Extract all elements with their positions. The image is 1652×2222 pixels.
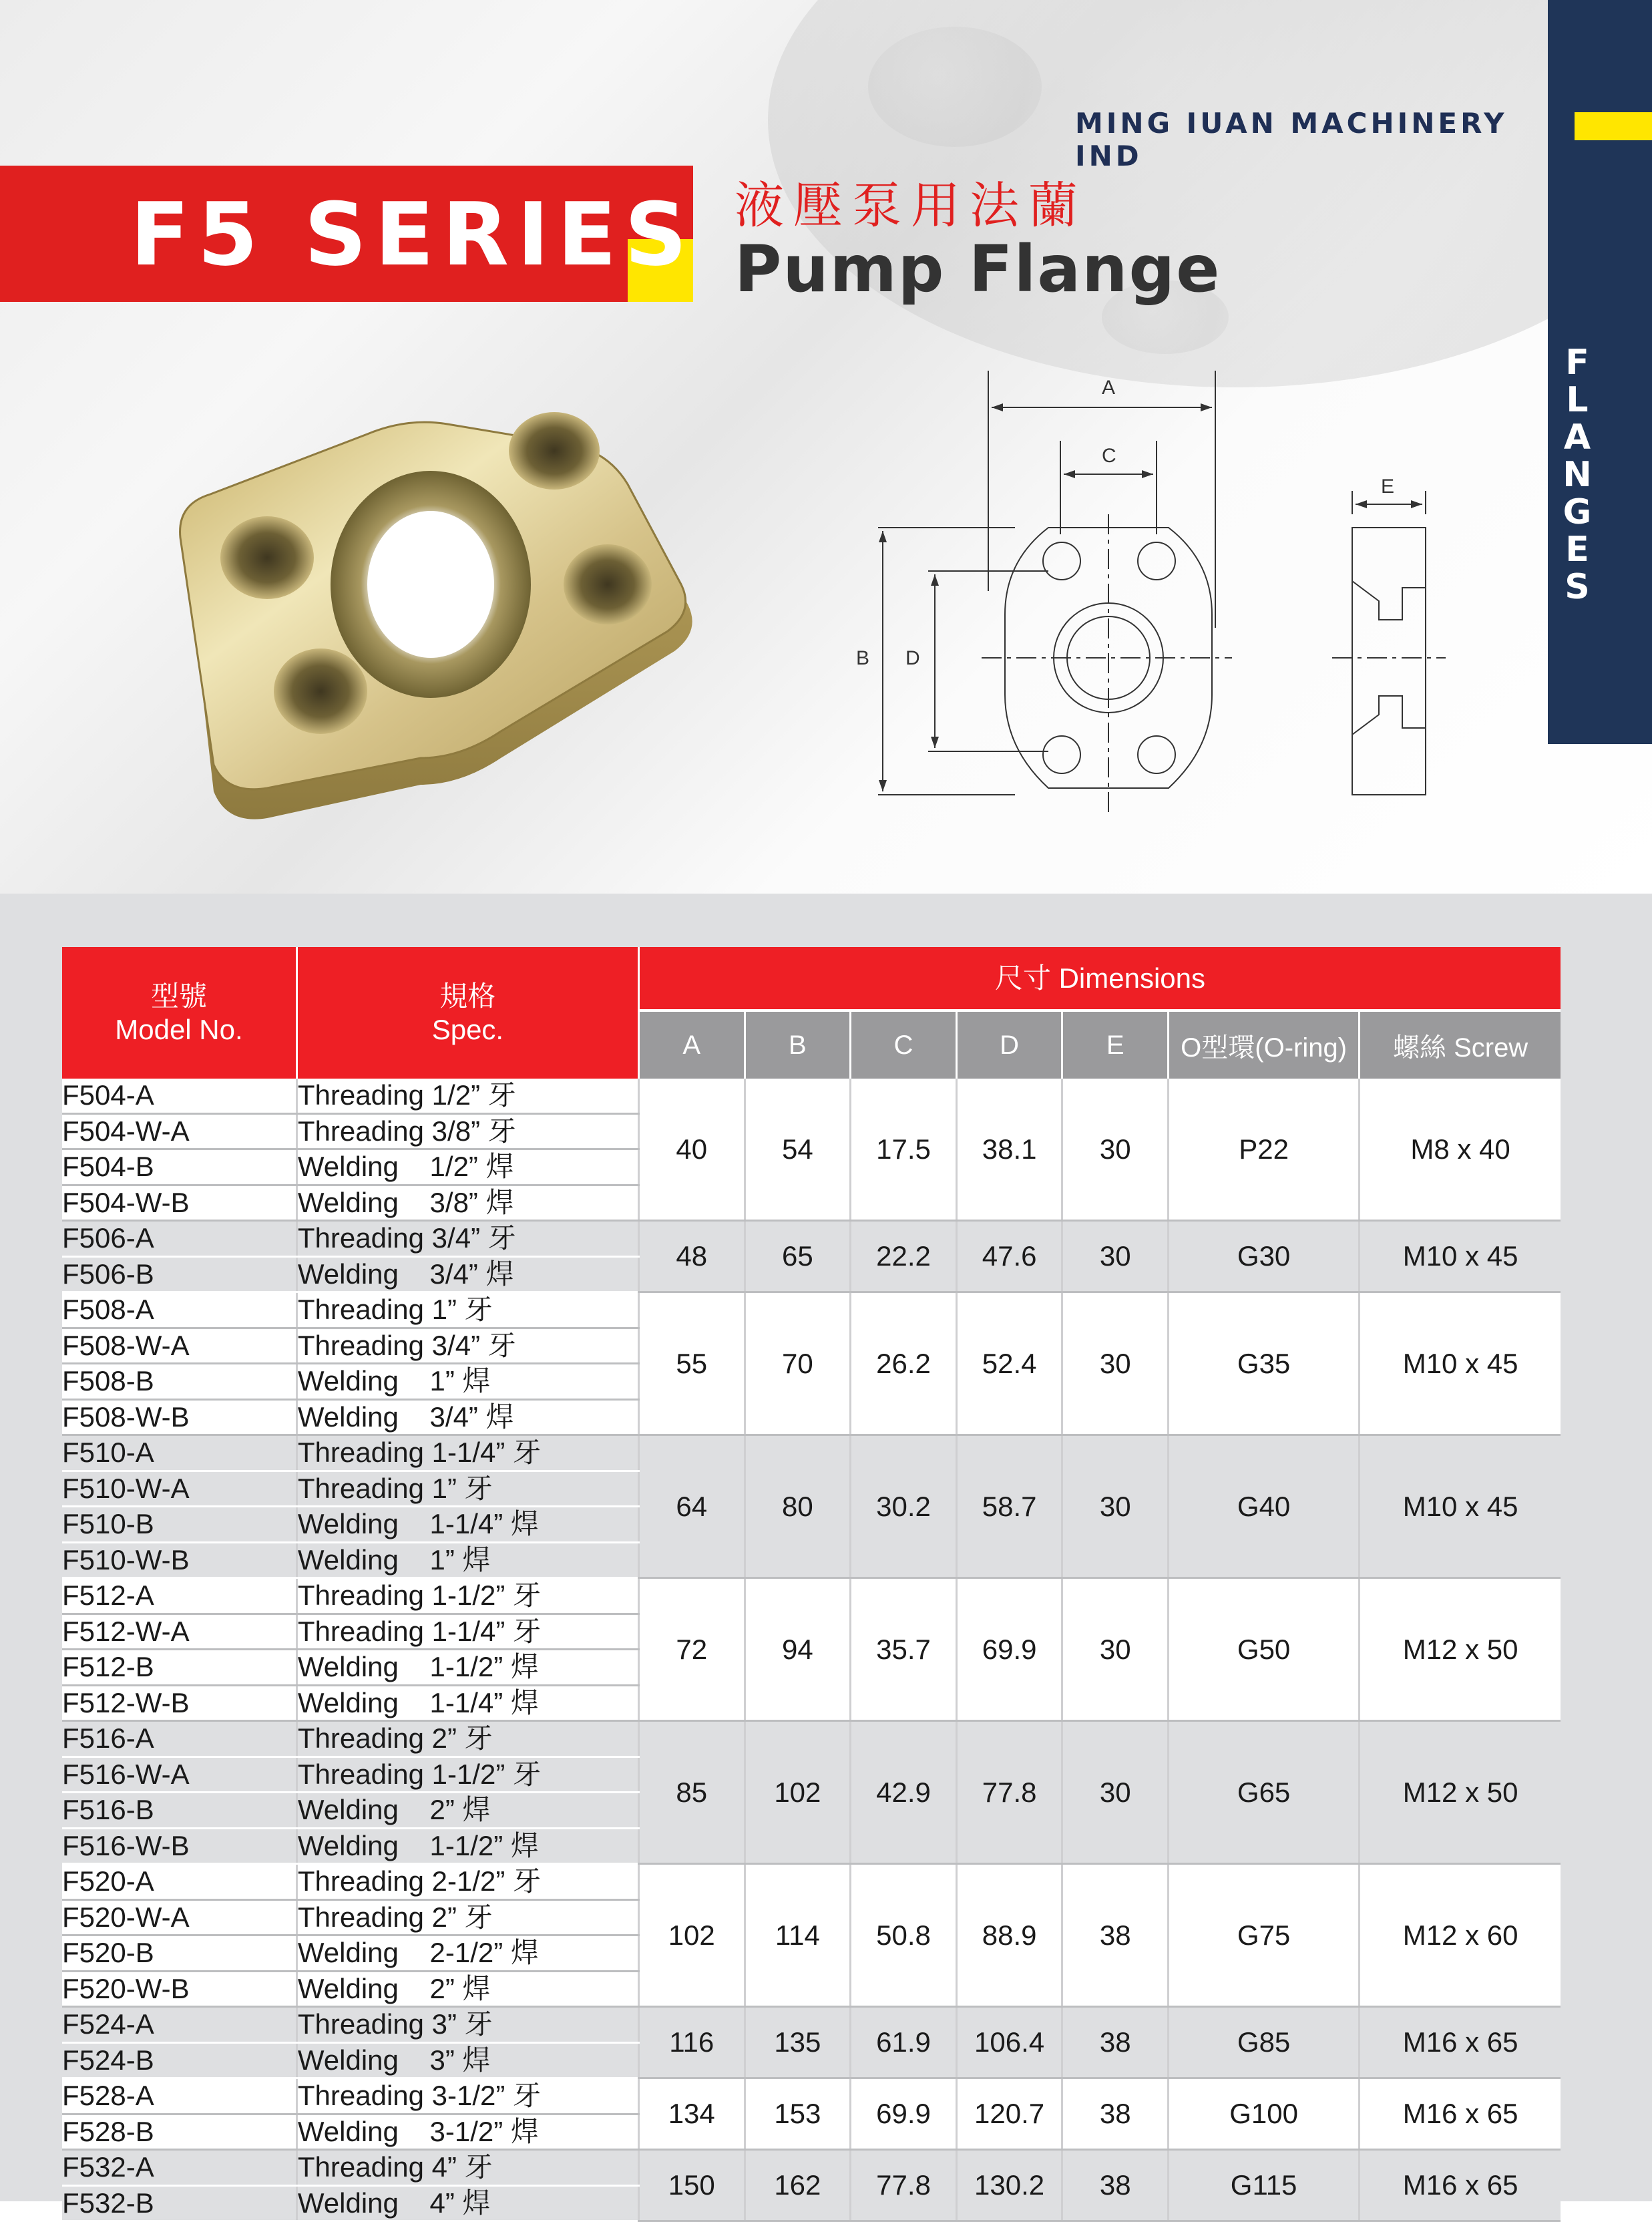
table-row xyxy=(62,2007,1561,2043)
model-number-cell: F508-W-A xyxy=(62,1328,296,1364)
spec-cell: Threading 1” 牙 xyxy=(296,1471,638,1507)
model-number-cell: F520-W-B xyxy=(62,1971,296,2007)
dimension-screw-cell: M10 x 45 xyxy=(1360,1221,1561,1292)
dimension-oring-cell: G85 xyxy=(1169,2007,1360,2078)
arrow xyxy=(1201,403,1212,411)
dimension-d-cell: 69.9 xyxy=(956,1578,1062,1721)
dimension-e-cell: 30 xyxy=(1062,1079,1169,1221)
yellow-tab xyxy=(1575,112,1652,140)
dimension-e-cell: 38 xyxy=(1062,1864,1169,2007)
spec-cell: Threading 2-1/2” 牙 xyxy=(296,1864,638,1900)
spec-cell: Threading 3-1/2” 牙 xyxy=(296,2078,638,2114)
dimension-d-cell: 77.8 xyxy=(956,1721,1062,1864)
side-tab-label xyxy=(1548,344,1608,606)
spec-cell: Welding 1-1/4” 焊 xyxy=(296,1507,638,1543)
bolt-hole-top xyxy=(509,412,600,490)
spec-cell: Threading 4” 牙 xyxy=(296,2150,638,2186)
dimension-c-cell: 22.2 xyxy=(851,1221,957,1292)
dimension-e-cell: 30 xyxy=(1062,1721,1169,1864)
dimension-oring-cell: G30 xyxy=(1169,1221,1360,1292)
spec-cell: Welding 2” 焊 xyxy=(296,1793,638,1829)
header-col-c: C xyxy=(851,1010,957,1079)
dimension-e-cell: 30 xyxy=(1062,1292,1169,1435)
spec-cell: Welding 3-1/2” 焊 xyxy=(296,2114,638,2150)
model-number-cell: F506-A xyxy=(62,1221,296,1257)
dimension-c-cell: 30.2 xyxy=(851,1435,957,1578)
side-view-step-bottom xyxy=(1352,696,1426,735)
table-row xyxy=(62,1292,1561,1328)
header-col-d: D xyxy=(956,1010,1062,1079)
spec-cell: Welding 3/8” 焊 xyxy=(296,1185,638,1221)
dimension-d-cell: 58.7 xyxy=(956,1435,1062,1578)
dimension-screw-cell: M16 x 65 xyxy=(1360,2150,1561,2221)
model-number-cell: F516-B xyxy=(62,1793,296,1829)
model-number-cell: F516-W-A xyxy=(62,1756,296,1793)
header-spec-zh: 規格 xyxy=(439,980,496,1012)
header-spec-en: Spec. xyxy=(431,1013,504,1045)
spec-table xyxy=(62,947,1561,2222)
spec-cell: Threading 3/4” 牙 xyxy=(296,1328,638,1364)
model-number-cell: F524-A xyxy=(62,2007,296,2043)
model-number-cell: F524-B xyxy=(62,2042,296,2078)
dimension-oring-cell: G35 xyxy=(1169,1292,1360,1435)
model-number-cell: F520-B xyxy=(62,1935,296,1972)
spec-cell: Threading 2” 牙 xyxy=(296,1721,638,1757)
table-row xyxy=(62,1721,1561,1757)
spec-cell: Threading 1-1/2” 牙 xyxy=(296,1578,638,1614)
header-col-b: B xyxy=(745,1010,851,1079)
model-number-cell: F504-B xyxy=(62,1149,296,1185)
arrow xyxy=(931,574,939,586)
arrow xyxy=(1142,470,1153,478)
dimension-d-cell: 52.4 xyxy=(956,1292,1062,1435)
arrow xyxy=(1356,500,1367,508)
model-number-cell: F512-W-B xyxy=(62,1685,296,1721)
dimension-screw-cell: M12 x 50 xyxy=(1360,1721,1561,1864)
spec-cell: Welding 3/4” 焊 xyxy=(296,1399,638,1435)
model-number-cell: F532-A xyxy=(62,2150,296,2186)
arrow xyxy=(879,531,887,542)
model-number-cell: F512-W-A xyxy=(62,1614,296,1650)
dimension-screw-cell: M10 x 45 xyxy=(1360,1435,1561,1578)
dimension-d-cell: 120.7 xyxy=(956,2078,1062,2150)
dimension-c-cell: 26.2 xyxy=(851,1292,957,1435)
spec-cell: Welding 1-1/2” 焊 xyxy=(296,1650,638,1686)
model-number-cell: F510-A xyxy=(62,1435,296,1471)
bolt-hole-bottom xyxy=(274,649,367,734)
dimension-b-cell: 114 xyxy=(745,1864,851,2007)
model-number-cell: F532-B xyxy=(62,2185,296,2221)
dimension-oring-cell: G50 xyxy=(1169,1578,1360,1721)
arrow xyxy=(1411,500,1422,508)
dimension-a-cell: 102 xyxy=(638,1864,745,2007)
dimension-a-cell: 40 xyxy=(638,1079,745,1221)
spec-cell: Threading 3/8” 牙 xyxy=(296,1113,638,1149)
dimension-c-cell: 35.7 xyxy=(851,1578,957,1721)
background-hole xyxy=(868,27,1042,147)
dimension-screw-cell: M8 x 40 xyxy=(1360,1079,1561,1221)
header-model xyxy=(62,947,296,1079)
model-number-cell: F520-W-A xyxy=(62,1899,296,1935)
model-number-cell: F528-A xyxy=(62,2078,296,2114)
table-row xyxy=(62,1578,1561,1614)
model-number-cell: F510-B xyxy=(62,1507,296,1543)
header-dimensions: 尺寸 Dimensions xyxy=(638,947,1561,1010)
dim-label-a: A xyxy=(1102,377,1116,399)
dimension-b-cell: 102 xyxy=(745,1721,851,1864)
table-row xyxy=(62,2078,1561,2114)
spec-cell: Welding 1-1/2” 焊 xyxy=(296,1828,638,1864)
flange-photo xyxy=(167,384,714,852)
header-col-a: A xyxy=(638,1010,745,1079)
dimension-d-cell: 38.1 xyxy=(956,1079,1062,1221)
dimension-b-cell: 135 xyxy=(745,2007,851,2078)
arrow xyxy=(1064,470,1075,478)
model-number-cell: F504-W-B xyxy=(62,1185,296,1221)
dimension-c-cell: 61.9 xyxy=(851,2007,957,2078)
dim-label-b: B xyxy=(856,647,870,669)
product-title-zh: 液壓泵用法蘭 xyxy=(735,178,1087,233)
flange-bore-opening xyxy=(367,511,494,658)
dimension-screw-cell: M16 x 65 xyxy=(1360,2078,1561,2150)
table-row xyxy=(62,1079,1561,1113)
dimension-a-cell: 85 xyxy=(638,1721,745,1864)
dim-label-c: C xyxy=(1102,445,1116,467)
spec-cell: Welding 3/4” 焊 xyxy=(296,1256,638,1292)
header-spec xyxy=(296,947,638,1079)
dimension-e-cell: 30 xyxy=(1062,1578,1169,1721)
model-number-cell: F520-A xyxy=(62,1864,296,1900)
spec-cell: Threading 3” 牙 xyxy=(296,2007,638,2043)
spec-cell: Welding 4” 焊 xyxy=(296,2185,638,2221)
spec-cell: Welding 2-1/2” 焊 xyxy=(296,1935,638,1972)
model-number-cell: F512-A xyxy=(62,1578,296,1614)
dimension-d-cell: 130.2 xyxy=(956,2150,1062,2221)
dimension-b-cell: 70 xyxy=(745,1292,851,1435)
model-number-cell: F510-W-A xyxy=(62,1471,296,1507)
spec-cell: Threading 1” 牙 xyxy=(296,1292,638,1328)
arrow xyxy=(879,780,887,791)
spec-cell: Welding 1” 焊 xyxy=(296,1364,638,1400)
spec-cell: Welding 1-1/4” 焊 xyxy=(296,1685,638,1721)
dimension-a-cell: 55 xyxy=(638,1292,745,1435)
dimension-oring-cell: P22 xyxy=(1169,1079,1360,1221)
arrow xyxy=(931,737,939,748)
dimension-a-cell: 116 xyxy=(638,2007,745,2078)
dimension-c-cell: 17.5 xyxy=(851,1079,957,1221)
dimension-b-cell: 94 xyxy=(745,1578,851,1721)
model-number-cell: F506-B xyxy=(62,1256,296,1292)
drawing-hole-tl xyxy=(1043,542,1080,580)
arrow xyxy=(992,403,1003,411)
header-model-zh: 型號 xyxy=(150,980,207,1012)
dimension-e-cell: 30 xyxy=(1062,1435,1169,1578)
dimension-screw-cell: M12 x 50 xyxy=(1360,1578,1561,1721)
dimension-b-cell: 153 xyxy=(745,2078,851,2150)
table-row xyxy=(62,1435,1561,1471)
spec-table-body xyxy=(62,1079,1561,2221)
dimension-b-cell: 54 xyxy=(745,1079,851,1221)
dim-label-d: D xyxy=(905,647,920,669)
dimension-a-cell: 72 xyxy=(638,1578,745,1721)
dimension-d-cell: 88.9 xyxy=(956,1864,1062,2007)
model-number-cell: F510-W-B xyxy=(62,1542,296,1578)
spec-cell: Welding 1/2” 焊 xyxy=(296,1149,638,1185)
dimension-oring-cell: G65 xyxy=(1169,1721,1360,1864)
dim-label-e: E xyxy=(1381,476,1395,498)
model-number-cell: F512-B xyxy=(62,1650,296,1686)
dimension-a-cell: 64 xyxy=(638,1435,745,1578)
dimension-screw-cell: M16 x 65 xyxy=(1360,2007,1561,2078)
spec-cell: Threading 2” 牙 xyxy=(296,1899,638,1935)
model-number-cell: F508-B xyxy=(62,1364,296,1400)
spec-cell: Threading 1-1/4” 牙 xyxy=(296,1435,638,1471)
dimension-a-cell: 48 xyxy=(638,1221,745,1292)
side-tab-text: FLANGES xyxy=(1563,343,1593,607)
dimension-d-cell: 47.6 xyxy=(956,1221,1062,1292)
dimension-e-cell: 38 xyxy=(1062,2007,1169,2078)
dimension-c-cell: 50.8 xyxy=(851,1864,957,2007)
dimension-oring-cell: G40 xyxy=(1169,1435,1360,1578)
drawing-hole-br xyxy=(1138,736,1175,773)
model-number-cell: F508-A xyxy=(62,1292,296,1328)
dimension-b-cell: 162 xyxy=(745,2150,851,2221)
dimension-e-cell: 38 xyxy=(1062,2078,1169,2150)
dimension-c-cell: 69.9 xyxy=(851,2078,957,2150)
spec-cell: Welding 1” 焊 xyxy=(296,1542,638,1578)
spec-cell: Threading 1-1/2” 牙 xyxy=(296,1756,638,1793)
model-number-cell: F508-W-B xyxy=(62,1399,296,1435)
table-row xyxy=(62,1864,1561,1900)
bolt-hole-left xyxy=(220,516,314,599)
drawing-hole-bl xyxy=(1043,736,1080,773)
table-row xyxy=(62,2150,1561,2186)
dimension-b-cell: 80 xyxy=(745,1435,851,1578)
dimension-d-cell: 106.4 xyxy=(956,2007,1062,2078)
dimension-oring-cell: G75 xyxy=(1169,1864,1360,2007)
dimension-a-cell: 134 xyxy=(638,2078,745,2150)
side-view-step-top xyxy=(1352,581,1426,620)
spec-cell: Welding 3” 焊 xyxy=(296,2042,638,2078)
model-number-cell: F516-A xyxy=(62,1721,296,1757)
model-number-cell: F504-A xyxy=(62,1079,296,1113)
dimension-a-cell: 150 xyxy=(638,2150,745,2221)
spec-cell: Threading 3/4” 牙 xyxy=(296,1221,638,1257)
dimension-oring-cell: G115 xyxy=(1169,2150,1360,2221)
model-number-cell: F528-B xyxy=(62,2114,296,2150)
header-col-e: E xyxy=(1062,1010,1169,1079)
header-col-oring: O型環(O-ring) xyxy=(1169,1010,1360,1079)
dimension-b-cell: 65 xyxy=(745,1221,851,1292)
bolt-hole-right xyxy=(564,544,652,624)
spec-cell: Threading 1-1/4” 牙 xyxy=(296,1614,638,1650)
series-title: F5 SERIES xyxy=(130,184,695,285)
model-number-cell: F504-W-A xyxy=(62,1113,296,1149)
spec-cell: Welding 2” 焊 xyxy=(296,1971,638,2007)
dimension-e-cell: 30 xyxy=(1062,1221,1169,1292)
dimension-oring-cell: G100 xyxy=(1169,2078,1360,2150)
technical-drawing xyxy=(848,361,1469,828)
table-row xyxy=(62,1221,1561,1257)
model-number-cell: F516-W-B xyxy=(62,1828,296,1864)
dimension-c-cell: 42.9 xyxy=(851,1721,957,1864)
dimension-c-cell: 77.8 xyxy=(851,2150,957,2221)
dimension-screw-cell: M10 x 45 xyxy=(1360,1292,1561,1435)
drawing-hole-tr xyxy=(1138,542,1175,580)
header-model-en: Model No. xyxy=(115,1013,243,1045)
spec-cell: Threading 1/2” 牙 xyxy=(296,1079,638,1113)
dimension-e-cell: 38 xyxy=(1062,2150,1169,2221)
side-view-outline xyxy=(1352,528,1426,795)
brand-name: MING IUAN MACHINERY IND xyxy=(1075,107,1508,172)
dimension-screw-cell: M12 x 60 xyxy=(1360,1864,1561,2007)
product-title-en: Pump Flange xyxy=(735,232,1221,307)
header-col-screw: 螺絲 Screw xyxy=(1360,1010,1561,1079)
